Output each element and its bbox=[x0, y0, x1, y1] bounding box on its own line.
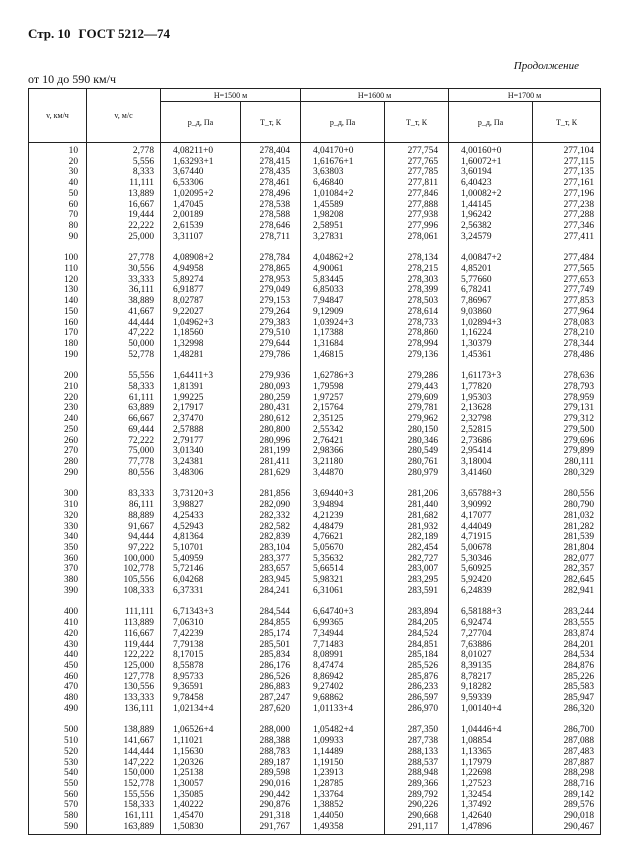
pressure-1500: 6,71343+3 7,06310 7,42239 7,79138 8,17015 8,55878 8,95733 9,36591 9,78458 1,02134+4 bbox=[161, 598, 241, 716]
col-p-1700: p_д, Па bbox=[449, 102, 533, 143]
temperature-1500: 279,936 280,093 280,259 280,431 280,612 280,800 280,996 281,199 281,411 281,629 bbox=[241, 362, 301, 480]
temperature-1600: 277,754 277,765 277,785 277,811 277,846 277,888 277,938 277,996 278,061 bbox=[385, 143, 449, 245]
temperature-1600: 279,286 279,443 279,609 279,781 279,962 280,150 280,346 280,549 280,761 280,979 bbox=[385, 362, 449, 480]
pressure-1600: 4,04170+0 1,61676+1 3,63803 6,46840 1,01084+2 1,45589 1,98208 2,58951 3,27831 bbox=[301, 143, 385, 245]
temperature-1600: 278,134 278,215 278,303 278,399 278,503 278,614 278,733 278,860 278,994 279,136 bbox=[385, 244, 449, 362]
page-number: Стр. 10 bbox=[28, 26, 71, 41]
temperature-1600: 281,206 281,440 281,682 281,932 282,189 282,454 282,727 283,007 283,295 283,591 bbox=[385, 480, 449, 598]
pressure-1700: 4,00160+0 1,60072+1 3,60194 6,40423 1,00082+2 1,44145 1,96242 2,56382 3,24579 bbox=[449, 143, 533, 245]
pressure-1600: 1,05482+4 1,09933 1,14489 1,19150 1,23913 1,28785 1,33764 1,38852 1,44050 1,49358 bbox=[301, 716, 385, 835]
velocity-kmh: 100 110 120 130 140 150 160 170 180 190 bbox=[29, 244, 87, 362]
temperature-1500: 278,784 278,865 278,953 279,049 279,153 279,264 279,383 279,510 279,644 279,786 bbox=[241, 244, 301, 362]
velocity-kmh: 10 20 30 40 50 60 70 80 90 bbox=[29, 143, 87, 245]
temperature-1700: 278,636 278,793 278,959 279,131 279,312 279,500 279,696 279,899 280,111 280,329 bbox=[533, 362, 601, 480]
velocity-ms: 83,333 86,111 88,889 91,667 94,444 97,222 100,000 102,778 105,556 108,333 bbox=[87, 480, 161, 598]
temperature-1700: 277,104 277,115 277,135 277,161 277,196 277,238 277,288 277,346 277,411 bbox=[533, 143, 601, 245]
col-t-1700: T_т, К bbox=[533, 102, 601, 143]
temperature-1600: 283,894 284,205 284,524 284,851 285,184 285,526 285,876 286,233 286,597 286,970 bbox=[385, 598, 449, 716]
velocity-ms: 55,556 58,333 61,111 63,889 66,667 69,444 72,222 75,000 77,778 80,556 bbox=[87, 362, 161, 480]
velocity-kmh: 500 510 520 530 540 550 560 570 580 590 bbox=[29, 716, 87, 835]
pressure-1600: 3,69440+3 3,94894 4,21239 4,48479 4,76621 5,05670 5,35632 5,66514 5,98321 6,31061 bbox=[301, 480, 385, 598]
temperature-1700: 280,556 280,790 281,032 281,282 281,539 281,804 282,077 282,357 282,645 282,941 bbox=[533, 480, 601, 598]
table-row-block bbox=[29, 244, 601, 362]
col-t-1600: T_т, К bbox=[385, 102, 449, 143]
continuation-note: Продолжение bbox=[513, 60, 579, 72]
pressure-1700: 1,04446+4 1,08854 1,13365 1,17979 1,22698 1,27523 1,32454 1,37492 1,42640 1,47896 bbox=[449, 716, 533, 835]
velocity-ms: 111,111 113,889 116,667 119,444 122,222 125,000 127,778 130,556 133,333 136,111 bbox=[87, 598, 161, 716]
table-row-block bbox=[29, 480, 601, 598]
standard-code: ГОСТ 5212—74 bbox=[78, 26, 171, 41]
pressure-1700: 1,61173+3 1,77820 1,95303 2,13628 2,32798 2,52815 2,73686 2,95414 3,18004 3,41460 bbox=[449, 362, 533, 480]
temperature-1700: 283,244 283,555 283,874 284,201 284,534 284,876 285,226 285,583 285,947 286,320 bbox=[533, 598, 601, 716]
atmosphere-table bbox=[28, 88, 601, 835]
table-row-block bbox=[29, 716, 601, 835]
temperature-1600: 287,350 287,738 288,133 288,537 288,948 289,366 289,792 290,226 290,668 291,117 bbox=[385, 716, 449, 835]
velocity-kmh: 200 210 220 230 240 250 260 270 280 290 bbox=[29, 362, 87, 480]
col-v-kmh: v, км/ч bbox=[29, 89, 87, 143]
velocity-kmh: 400 410 420 430 440 450 460 470 480 490 bbox=[29, 598, 87, 716]
velocity-ms: 138,889 141,667 144,444 147,222 150,000 152,778 155,556 158,333 161,111 163,889 bbox=[87, 716, 161, 835]
range-caption: от 10 до 590 км/ч bbox=[28, 72, 116, 86]
col-p-1500: p_д, Па bbox=[161, 102, 241, 143]
table-row-block bbox=[29, 143, 601, 245]
velocity-ms: 27,778 30,556 33,333 36,111 38,889 41,667 44,444 47,222 50,000 52,778 bbox=[87, 244, 161, 362]
col-h1700: H=1700 м bbox=[449, 89, 601, 102]
pressure-1500: 4,08908+2 4,94958 5,89274 6,91877 8,02787 9,22027 1,04962+3 1,18560 1,32998 1,48281 bbox=[161, 244, 241, 362]
col-h1600: H=1600 м bbox=[301, 89, 449, 102]
col-p-1600: p_д, Па bbox=[301, 102, 385, 143]
pressure-1700: 6,58188+3 6,92474 7,27704 7,63886 8,01027 8,39135 8,78217 9,18282 9,59339 1,00140+4 bbox=[449, 598, 533, 716]
table-body bbox=[29, 143, 601, 835]
temperature-1500: 284,544 284,855 285,174 285,501 285,834 286,176 286,526 286,883 287,247 287,620 bbox=[241, 598, 301, 716]
temperature-1700: 277,484 277,565 277,653 277,749 277,853 277,964 278,083 278,210 278,344 278,486 bbox=[533, 244, 601, 362]
pressure-1700: 3,65788+3 3,90992 4,17077 4,44049 4,71915 5,00678 5,30346 5,60925 5,92420 6,24839 bbox=[449, 480, 533, 598]
velocity-ms: 2,778 5,556 8,333 11,111 13,889 16,667 19,444 22,222 25,000 bbox=[87, 143, 161, 245]
pressure-1500: 1,06526+4 1,11021 1,15630 1,20326 1,25138 1,30057 1,35085 1,40222 1,45470 1,50830 bbox=[161, 716, 241, 835]
pressure-1600: 4,04862+2 4,90061 5,83445 6,85033 7,94847 9,12909 1,03924+3 1,17388 1,31684 1,46815 bbox=[301, 244, 385, 362]
temperature-1500: 288,000 288,388 288,783 289,187 289,598 290,016 290,442 290,876 291,318 291,767 bbox=[241, 716, 301, 835]
temperature-1700: 286,700 287,088 287,483 287,887 288,298 288,716 289,142 289,576 290,018 290,467 bbox=[533, 716, 601, 835]
pressure-1600: 1,62786+3 1,79598 1,97257 2,15764 2,35125 2,55342 2,76421 2,98366 3,21180 3,44870 bbox=[301, 362, 385, 480]
pressure-1500: 1,64411+3 1,81391 1,99225 2,17917 2,37470 2,57888 2,79177 3,01340 3,24381 3,48306 bbox=[161, 362, 241, 480]
table-row-block bbox=[29, 362, 601, 480]
temperature-1500: 278,404 278,415 278,435 278,461 278,496 278,538 278,588 278,646 278,711 bbox=[241, 143, 301, 245]
pressure-1500: 4,08211+0 1,63293+1 3,67440 6,53306 1,02095+2 1,47045 2,00189 2,61539 3,31107 bbox=[161, 143, 241, 245]
page-header bbox=[28, 26, 178, 42]
col-h1500: H=1500 м bbox=[161, 89, 301, 102]
col-t-1500: T_т, К bbox=[241, 102, 301, 143]
col-v-ms: v, м/с bbox=[87, 89, 161, 143]
pressure-1700: 4,00847+2 4,85201 5,77660 6,78241 7,86967 9,03860 1,02894+3 1,16224 1,30379 1,45361 bbox=[449, 244, 533, 362]
pressure-1500: 3,73120+3 3,98827 4,25433 4,52943 4,81364 5,10701 5,40959 5,72146 6,04268 6,37331 bbox=[161, 480, 241, 598]
table-row-block bbox=[29, 598, 601, 716]
temperature-1500: 281,856 282,090 282,332 282,582 282,839 283,104 283,377 283,657 283,945 284,241 bbox=[241, 480, 301, 598]
velocity-kmh: 300 310 320 330 340 350 360 370 380 390 bbox=[29, 480, 87, 598]
pressure-1600: 6,64740+3 6,99365 7,34944 7,71483 8,08991 8,47474 8,86942 9,27402 9,68862 1,01133+4 bbox=[301, 598, 385, 716]
